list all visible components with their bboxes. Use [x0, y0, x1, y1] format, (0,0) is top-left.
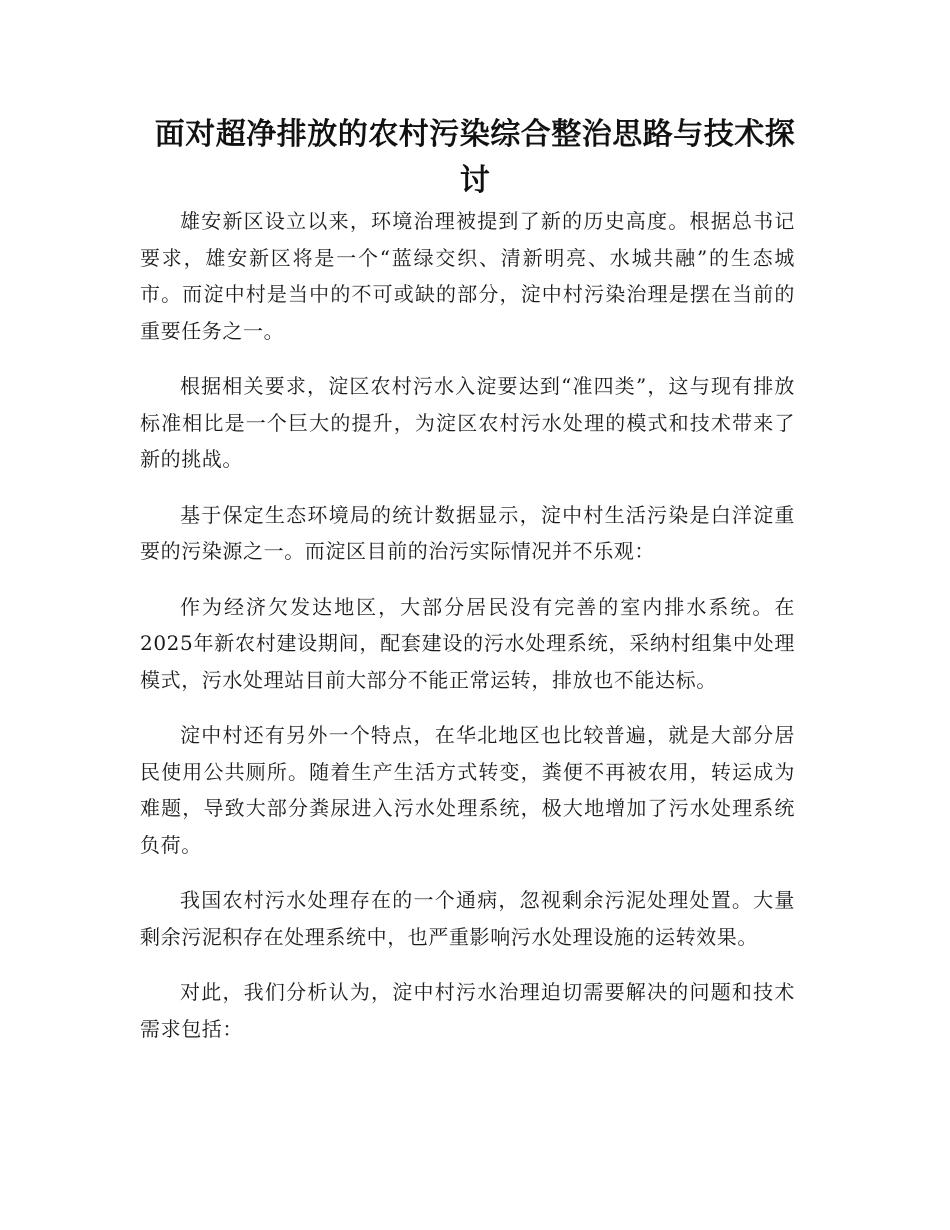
paragraph-4: 作为经济欠发达地区，大部分居民没有完善的室内排水系统。在2025年新农村建设期间，配套建设的污水处理系统，采纳村组集中处理模式，污水处理站目前大部分不能正常运转，排放也不能达标。	[140, 594, 795, 692]
paragraph-1: 雄安新区设立以来，环境治理被提到了新的历史高度。根据总书记要求，雄安新区将是一个“蓝绿交织、清新明亮、水城共融”的生态城市。而淀中村是当中的不可或缺的部分，淀中村污染治理是摆在当前的重要任务之一。	[140, 209, 795, 343]
paragraph-3: 基于保定生态环境局的统计数据显示，淀中村生活污染是白洋淀重要的污染源之一。而淀区目前的治污实际情况并不乐观：	[140, 502, 795, 563]
document-title: 面对超净排放的农村污染综合整治思路与技术探讨	[154, 117, 796, 198]
paragraph-2: 根据相关要求，淀区农村污水入淀要达到“准四类”，这与现有排放标准相比是一个巨大的提升，为淀区农村污水处理的模式和技术带来了新的挑战。	[140, 374, 795, 471]
paragraph-7: 对此，我们分析认为，淀中村污水治理迫切需要解决的问题和技术需求包括：	[140, 980, 795, 1041]
document-body	[140, 203, 795, 1066]
paragraph-6: 我国农村污水处理存在的一个通病，忽视剩余污泥处理处置。大量剩余污泥积存在处理系统中，也严重影响污水处理设施的运转效果。	[140, 888, 795, 949]
paragraph-5: 淀中村还有另外一个特点，在华北地区也比较普遍，就是大部分居民使用公共厕所。随着生产生活方式转变，粪便不再被农用，转运成为难题，导致大部分粪尿进入污水处理系统，极大地增加了污水处理系统负荷。	[140, 723, 795, 857]
